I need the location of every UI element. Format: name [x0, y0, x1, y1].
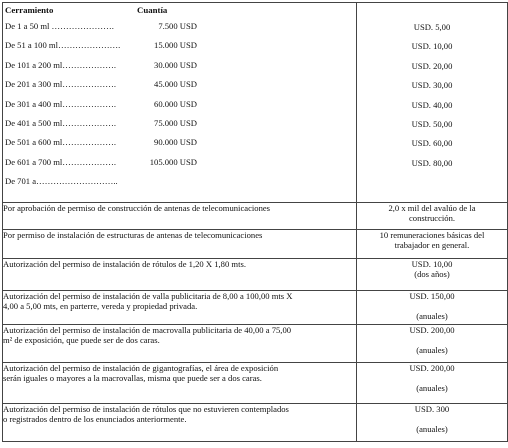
range-label: De 1 a 50 ml ………………….	[5, 21, 114, 31]
description-line: serán iguales o mayores a la macrovallas, misma que puede ser a dos caras.	[3, 373, 262, 384]
range-fee: USD. 5,00	[413, 22, 451, 32]
range-fee: USD. 80,00	[411, 157, 453, 168]
value-line: USD. 150,00	[409, 291, 455, 301]
header-cuantia: Cuantía	[137, 5, 168, 15]
description-line: Autorización del permiso de instalación de valla publicitaria de 8,00 a 100,00 mts X	[3, 291, 293, 301]
description-line: o registrados dentro de los enunciados anteriormente.	[3, 414, 187, 425]
range-row	[3, 57, 356, 76]
range-fee: USD. 10,00	[411, 41, 453, 52]
range-label: De 401 a 500 ml……………….	[5, 117, 116, 128]
permit-description	[3, 363, 357, 404]
value-line: (anuales)	[416, 345, 448, 356]
value-line: trabajador en general.	[394, 240, 470, 251]
description-line: Autorización del permiso de instalación de gigantografías, el área de exposición	[3, 363, 279, 373]
fence-ranges-cell	[3, 3, 357, 203]
range-row	[3, 76, 356, 95]
range-label: De 101 a 200 ml……………….	[5, 59, 116, 70]
description-line: Por aprobación de permiso de construcción de antenas de telecomunicaciones	[3, 203, 271, 213]
range-row	[3, 96, 356, 115]
range-amount: 75.000 USD	[154, 117, 197, 128]
value-line: USD. 200,00	[409, 363, 455, 373]
description-line: Por permiso de instalación de estructuras de antenas de telecomunicaciones	[3, 230, 263, 240]
permit-description	[3, 230, 357, 259]
permit-row	[3, 291, 508, 325]
value-line: (dos años)	[414, 269, 450, 280]
permit-row	[3, 259, 508, 291]
table-header	[3, 3, 356, 18]
range-amount: 60.000 USD	[154, 98, 197, 109]
permit-value	[357, 203, 508, 230]
value-line: 2,0 x mil del avalúo de la	[388, 203, 476, 213]
range-row	[3, 154, 356, 173]
range-label: De 51 a 100 ml………………….	[5, 40, 121, 51]
permit-value	[357, 291, 508, 325]
range-row	[3, 37, 356, 56]
value-line: (anuales)	[416, 424, 448, 435]
description-line: Autorización del permiso de instalación de rótulos que no estuvieren contemplados	[3, 404, 289, 414]
value-line: USD. 200,00	[409, 325, 455, 335]
range-amount: 15.000 USD	[154, 40, 197, 51]
range-label: De 301 a 400 ml……………….	[5, 98, 116, 109]
range-fee: USD. 40,00	[411, 99, 453, 110]
permit-description	[3, 259, 357, 291]
value-line: (anuales)	[416, 311, 448, 322]
range-fee: USD. 50,00	[411, 118, 453, 129]
range-label: De 501 a 600 ml……………….	[5, 137, 116, 148]
description-line: 4,00 a 5,00 mts, en parterre, vereda y propiedad privada.	[3, 301, 198, 312]
permit-row	[3, 363, 508, 404]
permit-row	[3, 230, 508, 259]
value-line: 10 remuneraciones básicas del	[379, 230, 485, 240]
range-amount: 30.000 USD	[154, 59, 197, 70]
range-row	[3, 115, 356, 134]
permit-value	[357, 404, 508, 442]
range-label: De 201 a 300 ml……………….	[5, 79, 116, 90]
range-amount: 7.500 USD	[158, 21, 197, 31]
permit-description	[3, 203, 357, 230]
permit-row	[3, 404, 508, 442]
permit-value	[357, 363, 508, 404]
range-row	[3, 134, 356, 153]
fence-fees-cell	[357, 3, 508, 203]
range-fee: USD. 30,00	[411, 80, 453, 91]
range-label: De 701 a………………………..	[5, 176, 118, 187]
permit-description	[3, 291, 357, 325]
permit-row	[3, 203, 508, 230]
header-cerramiento: Cerramiento	[5, 5, 54, 15]
value-line: USD. 300	[414, 404, 450, 414]
value-line: (anuales)	[416, 383, 448, 394]
permit-value	[357, 230, 508, 259]
permit-value	[357, 325, 508, 363]
range-fee: USD. 20,00	[411, 60, 453, 71]
range-row	[3, 18, 356, 37]
range-amount: 90.000 USD	[154, 137, 197, 148]
permit-description	[3, 325, 357, 363]
permit-row	[3, 325, 508, 363]
description-line: Autorización del permiso de instalación de macrovalla publicitaria de 40,00 a 75,00	[3, 325, 292, 335]
fence-section-row	[3, 3, 508, 203]
value-line: USD. 10,00	[411, 259, 453, 269]
range-label: De 601 a 700 ml……………….	[5, 156, 116, 167]
permit-value	[357, 259, 508, 291]
value-line: construcción.	[408, 213, 456, 224]
range-amount: 45.000 USD	[154, 79, 197, 90]
range-amount: 105.000 USD	[149, 156, 197, 167]
range-fee: USD. 60,00	[411, 138, 453, 149]
fees-table	[2, 2, 508, 442]
description-line: m² de exposición, que puede ser de dos caras.	[3, 335, 160, 346]
permit-description	[3, 404, 357, 442]
description-line: Autorización del permiso de instalación de rótulos de 1,20 X 1,80 mts.	[3, 259, 246, 269]
range-row	[3, 173, 356, 192]
